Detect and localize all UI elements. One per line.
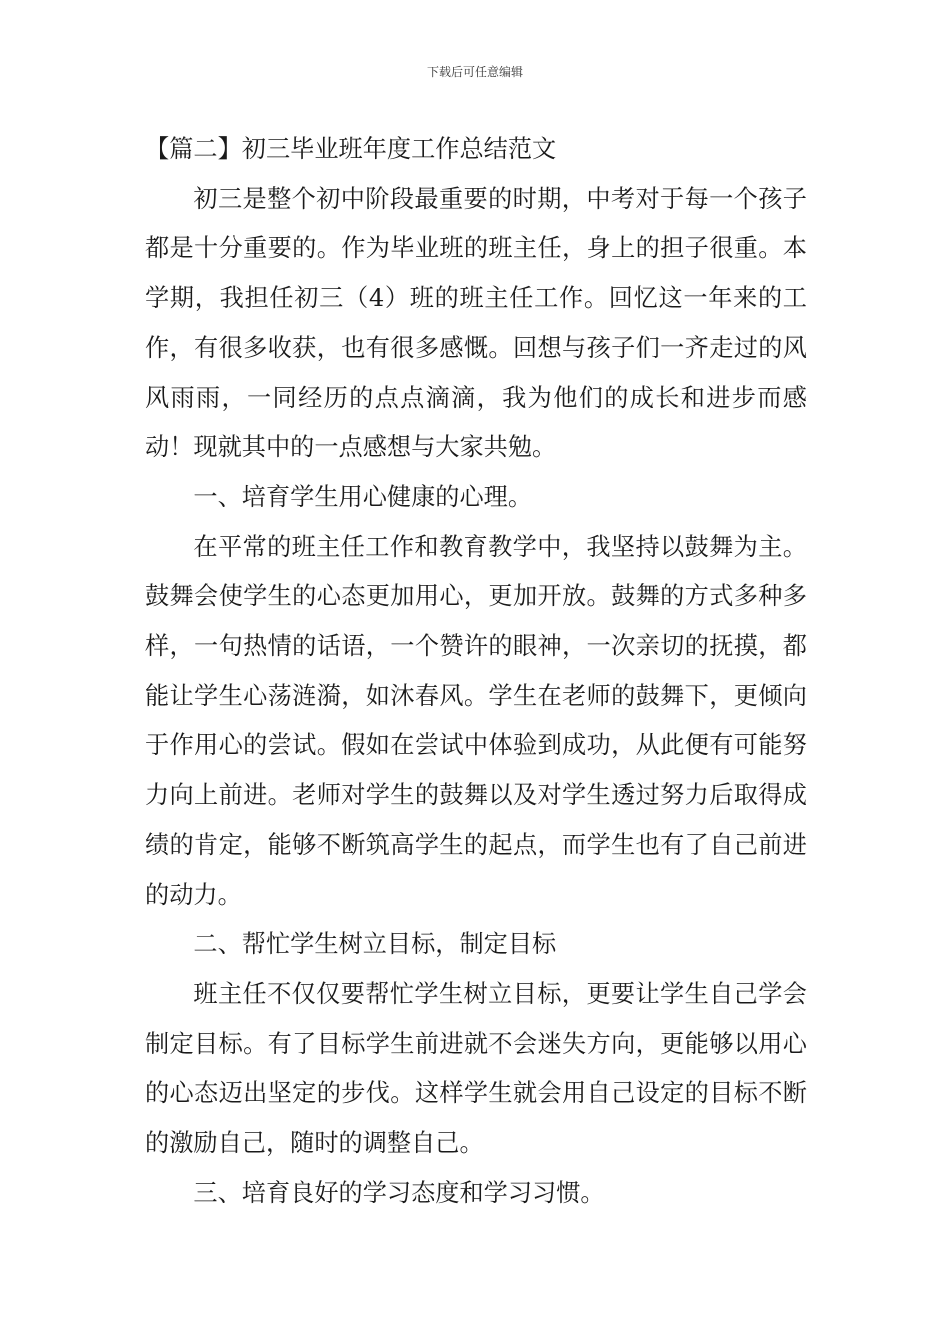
paragraph-section-2: 班主任不仅仅要帮忙学生树立目标，更要让学生自己学会制定目标。有了目标学生前进就不会迷失方向，更能够以用心的心态迈出坚定的步伐。这样学生就会用自己设定的目标不断的激励自己，随时的调整自己。 (145, 979, 807, 1158)
page-header-note: 下载后可任意编辑 (426, 65, 523, 79)
section-heading-1: 一、培育学生用心健康的心理。 (193, 482, 533, 511)
document-body (145, 125, 807, 1218)
section-heading-2: 二、帮忙学生树立目标，制定目标 (193, 930, 557, 959)
document-title: 【篇二】初三毕业班年度工作总结范文 (145, 135, 557, 163)
section-heading-3: 三、培育良好的学习态度和学习习惯。 (193, 1178, 605, 1207)
paragraph-section-1: 在平常的班主任工作和教育教学中，我坚持以鼓舞为主。鼓舞会使学生的心态更加用心，更加开放。鼓舞的方式多种多样，一句热情的话语，一个赞许的眼神，一次亲切的抚摸，都能让学生心荡涟漪，如沐春风。学生在老师的鼓舞下，更倾向于作用心的尝试。假如在尝试中体验到成功，从此便有可能努力向上前进。老师对学生的鼓舞以及对学生透过努力后取得成绩的肯定，能够不断筑高学生的起点，而学生也有了自己前进的动力。 (145, 532, 807, 909)
paragraph-intro: 初三是整个初中阶段最重要的时期，中考对于每一个孩子都是十分重要的。作为毕业班的班主任，身上的担子很重。本学期，我担任初三（4）班的班主任工作。回忆这一年来的工作，有很多收获，也有很多感慨。回想与孩子们一齐走过的风风雨雨，一同经历的点点滴滴，我为他们的成长和进步而感动！现就其中的一点感想与大家共勉。 (145, 184, 807, 462)
